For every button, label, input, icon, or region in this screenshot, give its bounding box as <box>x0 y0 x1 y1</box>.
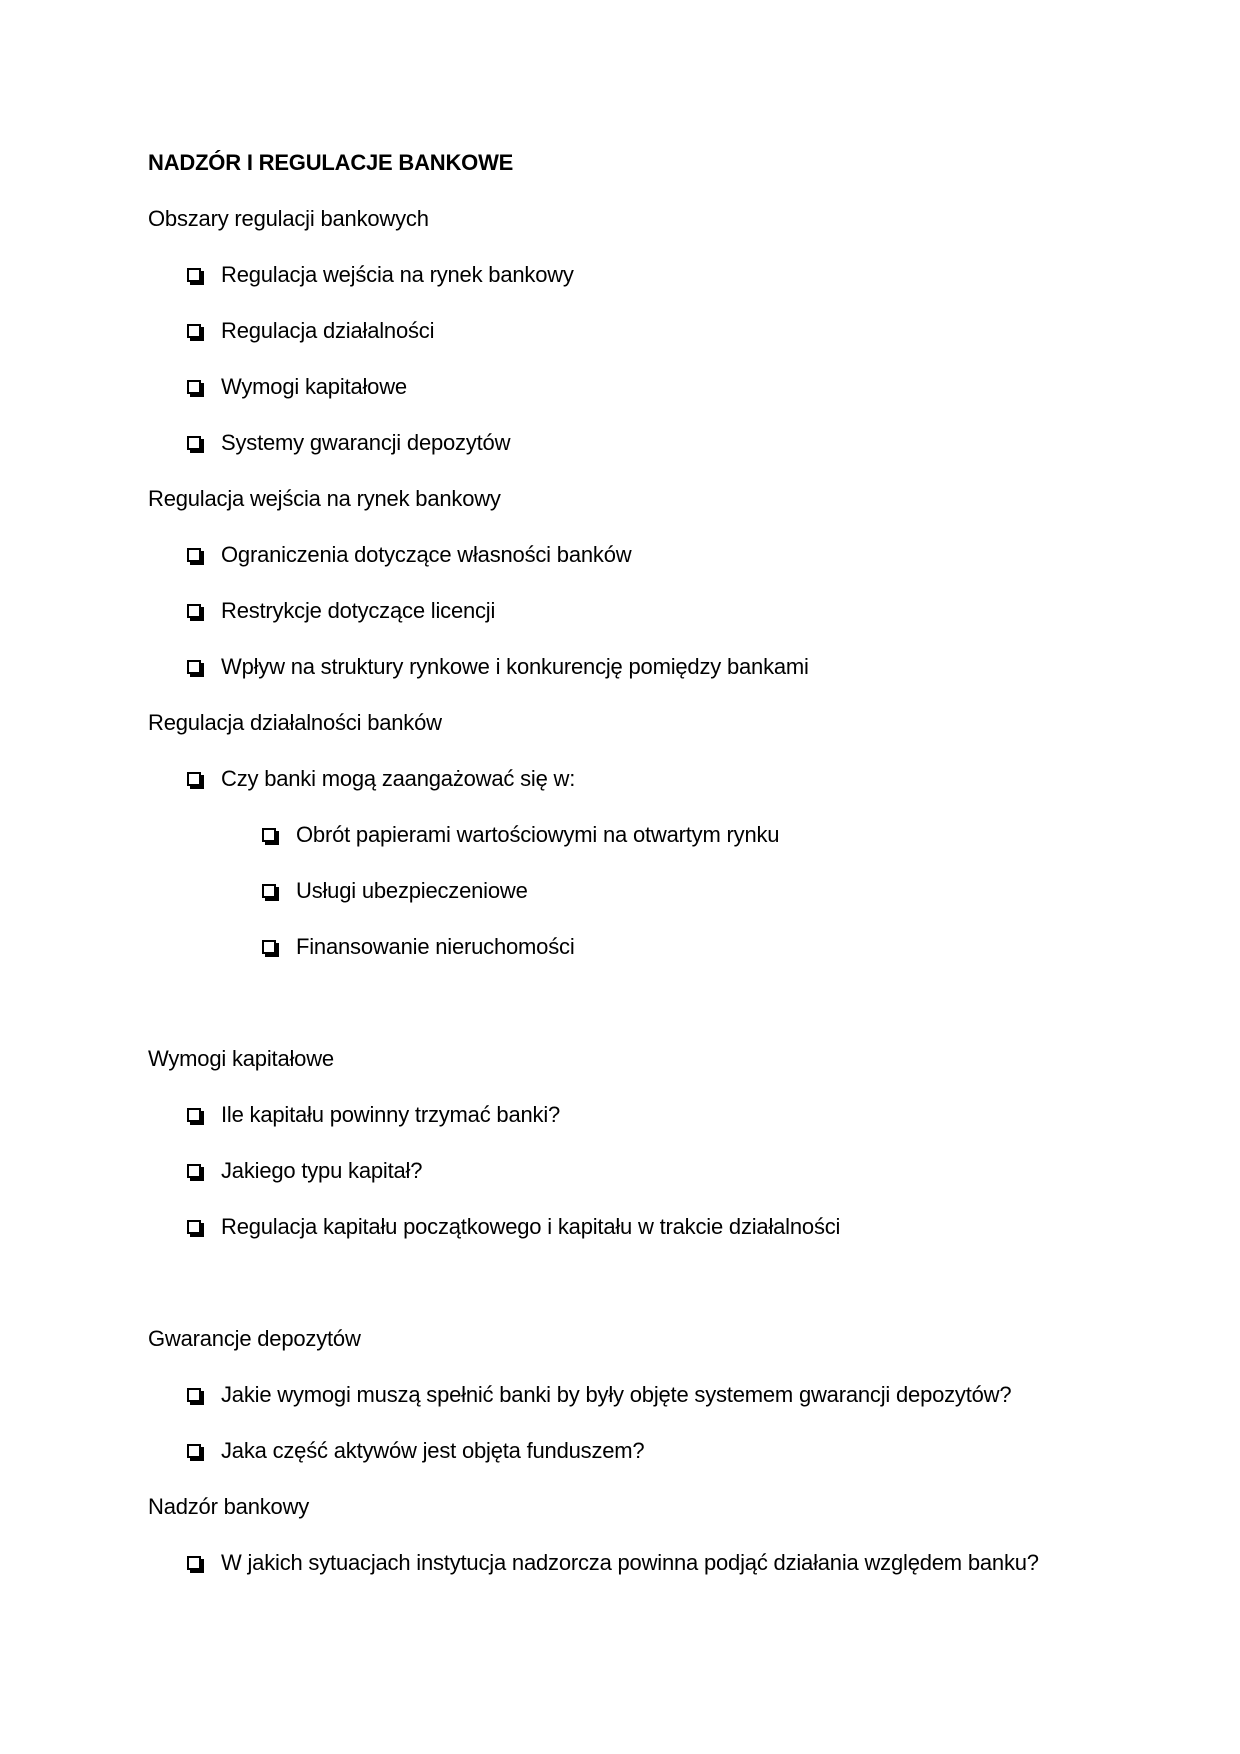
checkbox-icon <box>262 940 276 954</box>
list-item: Restrykcje dotyczące licencji <box>187 596 495 626</box>
checkbox-icon <box>187 1164 201 1178</box>
checkbox-icon <box>262 828 276 842</box>
list-item: Systemy gwarancji depozytów <box>187 428 510 458</box>
list-item: Regulacja wejścia na rynek bankowy <box>187 260 574 290</box>
list-item: Jakiego typu kapitał? <box>187 1156 422 1186</box>
section-heading-market-entry: Regulacja wejścia na rynek bankowy <box>148 486 501 511</box>
list-item: Wpływ na struktury rynkowe i konkurencję pomiędzy bankami <box>187 652 809 682</box>
document-title: NADZÓR I REGULACJE BANKOWE <box>148 150 514 175</box>
list-item: Jakie wymogi muszą spełnić banki by były objęte systemem gwarancji depozytów? <box>187 1380 1011 1410</box>
section-heading-deposits: Gwarancje depozytów <box>148 1326 361 1351</box>
checkbox-icon <box>187 268 201 282</box>
sub-list-item: Finansowanie nieruchomości <box>262 932 575 962</box>
checkbox-icon <box>187 1108 201 1122</box>
checkbox-icon <box>187 1556 201 1570</box>
checkbox-icon <box>262 884 276 898</box>
list-item: Wymogi kapitałowe <box>187 372 407 402</box>
checkbox-icon <box>187 1220 201 1234</box>
list-item: Regulacja działalności <box>187 316 434 346</box>
checkbox-icon <box>187 1388 201 1402</box>
checkbox-icon <box>187 380 201 394</box>
list-item: Regulacja kapitału początkowego i kapitału w trakcie działalności <box>187 1212 840 1242</box>
checkbox-icon <box>187 324 201 338</box>
checkbox-icon <box>187 548 201 562</box>
checkbox-icon <box>187 604 201 618</box>
list-item: Ograniczenia dotyczące własności banków <box>187 540 631 570</box>
section-heading-supervision: Nadzór bankowy <box>148 1494 310 1519</box>
list-item: Jaka część aktywów jest objęta funduszem? <box>187 1436 644 1466</box>
list-item: Czy banki mogą zaangażować się w: <box>187 764 575 794</box>
checkbox-icon <box>187 772 201 786</box>
section-heading-activity: Regulacja działalności banków <box>148 710 442 735</box>
checkbox-icon <box>187 436 201 450</box>
checkbox-icon <box>187 660 201 674</box>
section-heading-capital: Wymogi kapitałowe <box>148 1046 334 1071</box>
list-item: W jakich sytuacjach instytucja nadzorcza powinna podjąć działania względem banku? <box>187 1548 1039 1578</box>
list-item: Ile kapitału powinny trzymać banki? <box>187 1100 560 1130</box>
section-heading-areas: Obszary regulacji bankowych <box>148 206 429 231</box>
checkbox-icon <box>187 1444 201 1458</box>
sub-list-item: Usługi ubezpieczeniowe <box>262 876 528 906</box>
sub-list-item: Obrót papierami wartościowymi na otwartym rynku <box>262 820 779 850</box>
